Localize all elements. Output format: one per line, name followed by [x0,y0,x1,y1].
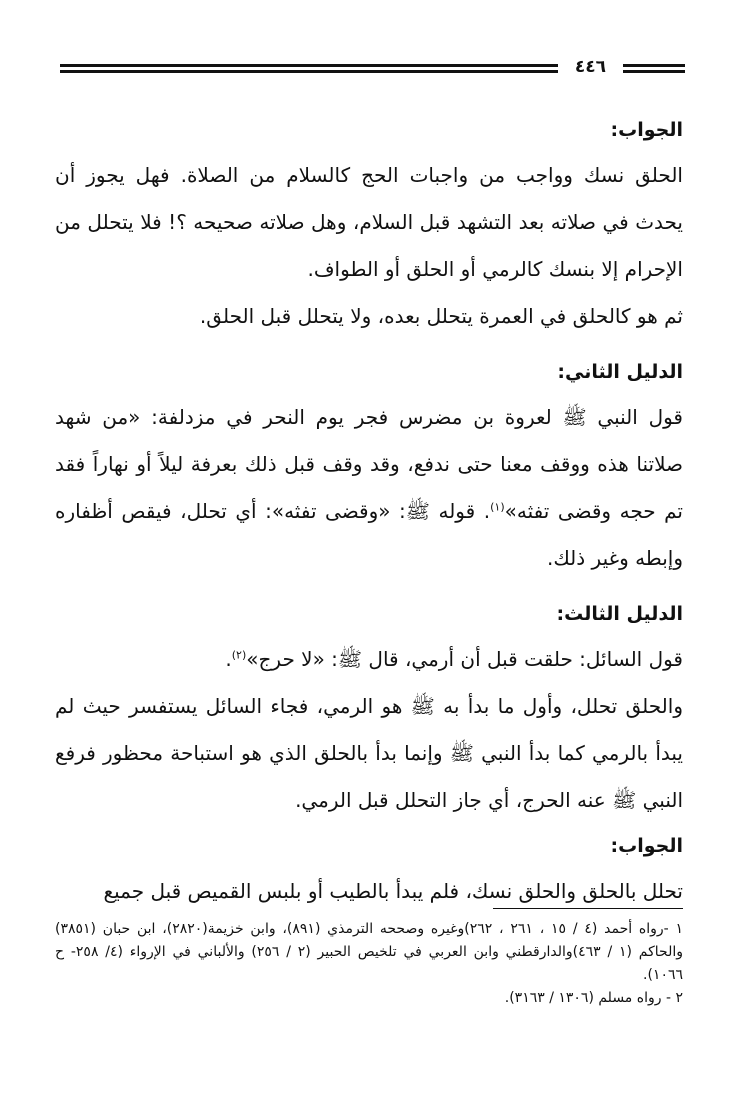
evidence-2-paragraph [55,394,683,582]
evidence-3-heading: الدليل الثالث: [556,603,683,625]
header-rule-right [623,64,685,67]
main-text [55,108,683,915]
evidence-2-heading: الدليل الثاني: [557,361,683,383]
evidence-3-paragraph-2: والحلق تحلل، وأول ما بدأ به ﷺ هو الرمي، فجاء السائل يستفسر حيث لم يبدأ بالرمي كما بدأ النبي ﷺ وإنما بدأ بالحلق الذي هو استباحة محظور فرفع النبي ﷺ عنه الحرج، أي جاز التحلل قبل الرمي. [55,694,683,812]
answer-paragraph-1: الحلق نسك وواجب من واجبات الحج كالسلام من الصلاة. فهل يجوز أن يحدث في صلاته بعد التشهد قبل السلام، وهل صلاته صحيحه ؟! فلا يتحلل من الإحرام إلا بنسك كالرمي أو الحلق أو الطواف. [55,163,683,281]
page-number: ٤٤٦ [574,57,607,77]
answer-heading: الجواب: [610,119,683,141]
page-header [60,58,685,80]
answer-paragraph-2: ثم هو كالحلق في العمرة يتحلل بعده، ولا يتحلل قبل الحلق. [199,304,683,328]
footnote-2: ٢ - رواه مسلم (١٣٠٦ / ٣١٦٣). [504,990,683,1006]
evidence-3-text-a: قول السائل: حلقت قبل أن أرمي، قال ﷺ: «لا حرج» [246,647,683,671]
footnote-rule [493,908,683,909]
header-rule-left-lower [60,70,558,73]
footnote-text [55,918,683,1010]
answer-2-line: تحلل بالحلق والحلق نسك، فلم يبدأ بالطيب أو بلبس القميص قبل جميع [103,879,683,903]
answer-2-heading: الجواب: [610,835,683,857]
evidence-2-text-b: . قوله ﷺ: «وقضى تفثه»: أي تحلل، فيقص أظفاره وإبطه وغير ذلك. [55,499,683,570]
header-rule-left [60,64,558,67]
evidence-3-paragraph-1 [55,636,683,683]
footnote-ref-2: (٢) [231,648,247,662]
evidence-2-text-a: قول النبي ﷺ لعروة بن مضرس فجر يوم النحر في مزدلفة: «من شهد صلاتنا هذه ووقف معنا حتى ندفع، وقد وقف قبل ذلك بعرفة ليلاً أو نهاراً فقد تم حجه وقضى تفثه» [55,405,684,523]
evidence-3-text-b: . [225,647,232,671]
footnote-1: ١ -رواه أحمد (٤ / ١٥ ، ٢٦١ ، ٢٦٢)وغيره وصححه الترمذي (٨٩١)، وابن خزيمة(٢٨٢٠)، ابن حبان (٣٨٥١) والحاكم (١ / ٤٦٣)والدارقطني وابن العربي في تلخيص الحبير (٢ / ٢٥٦) والألباني في الإرواء (٤/ ٢٥٨- ح ١٠٦٦). [55,921,684,983]
footnote-ref-1: (١) [490,500,505,514]
header-rule-right-lower [623,70,685,73]
